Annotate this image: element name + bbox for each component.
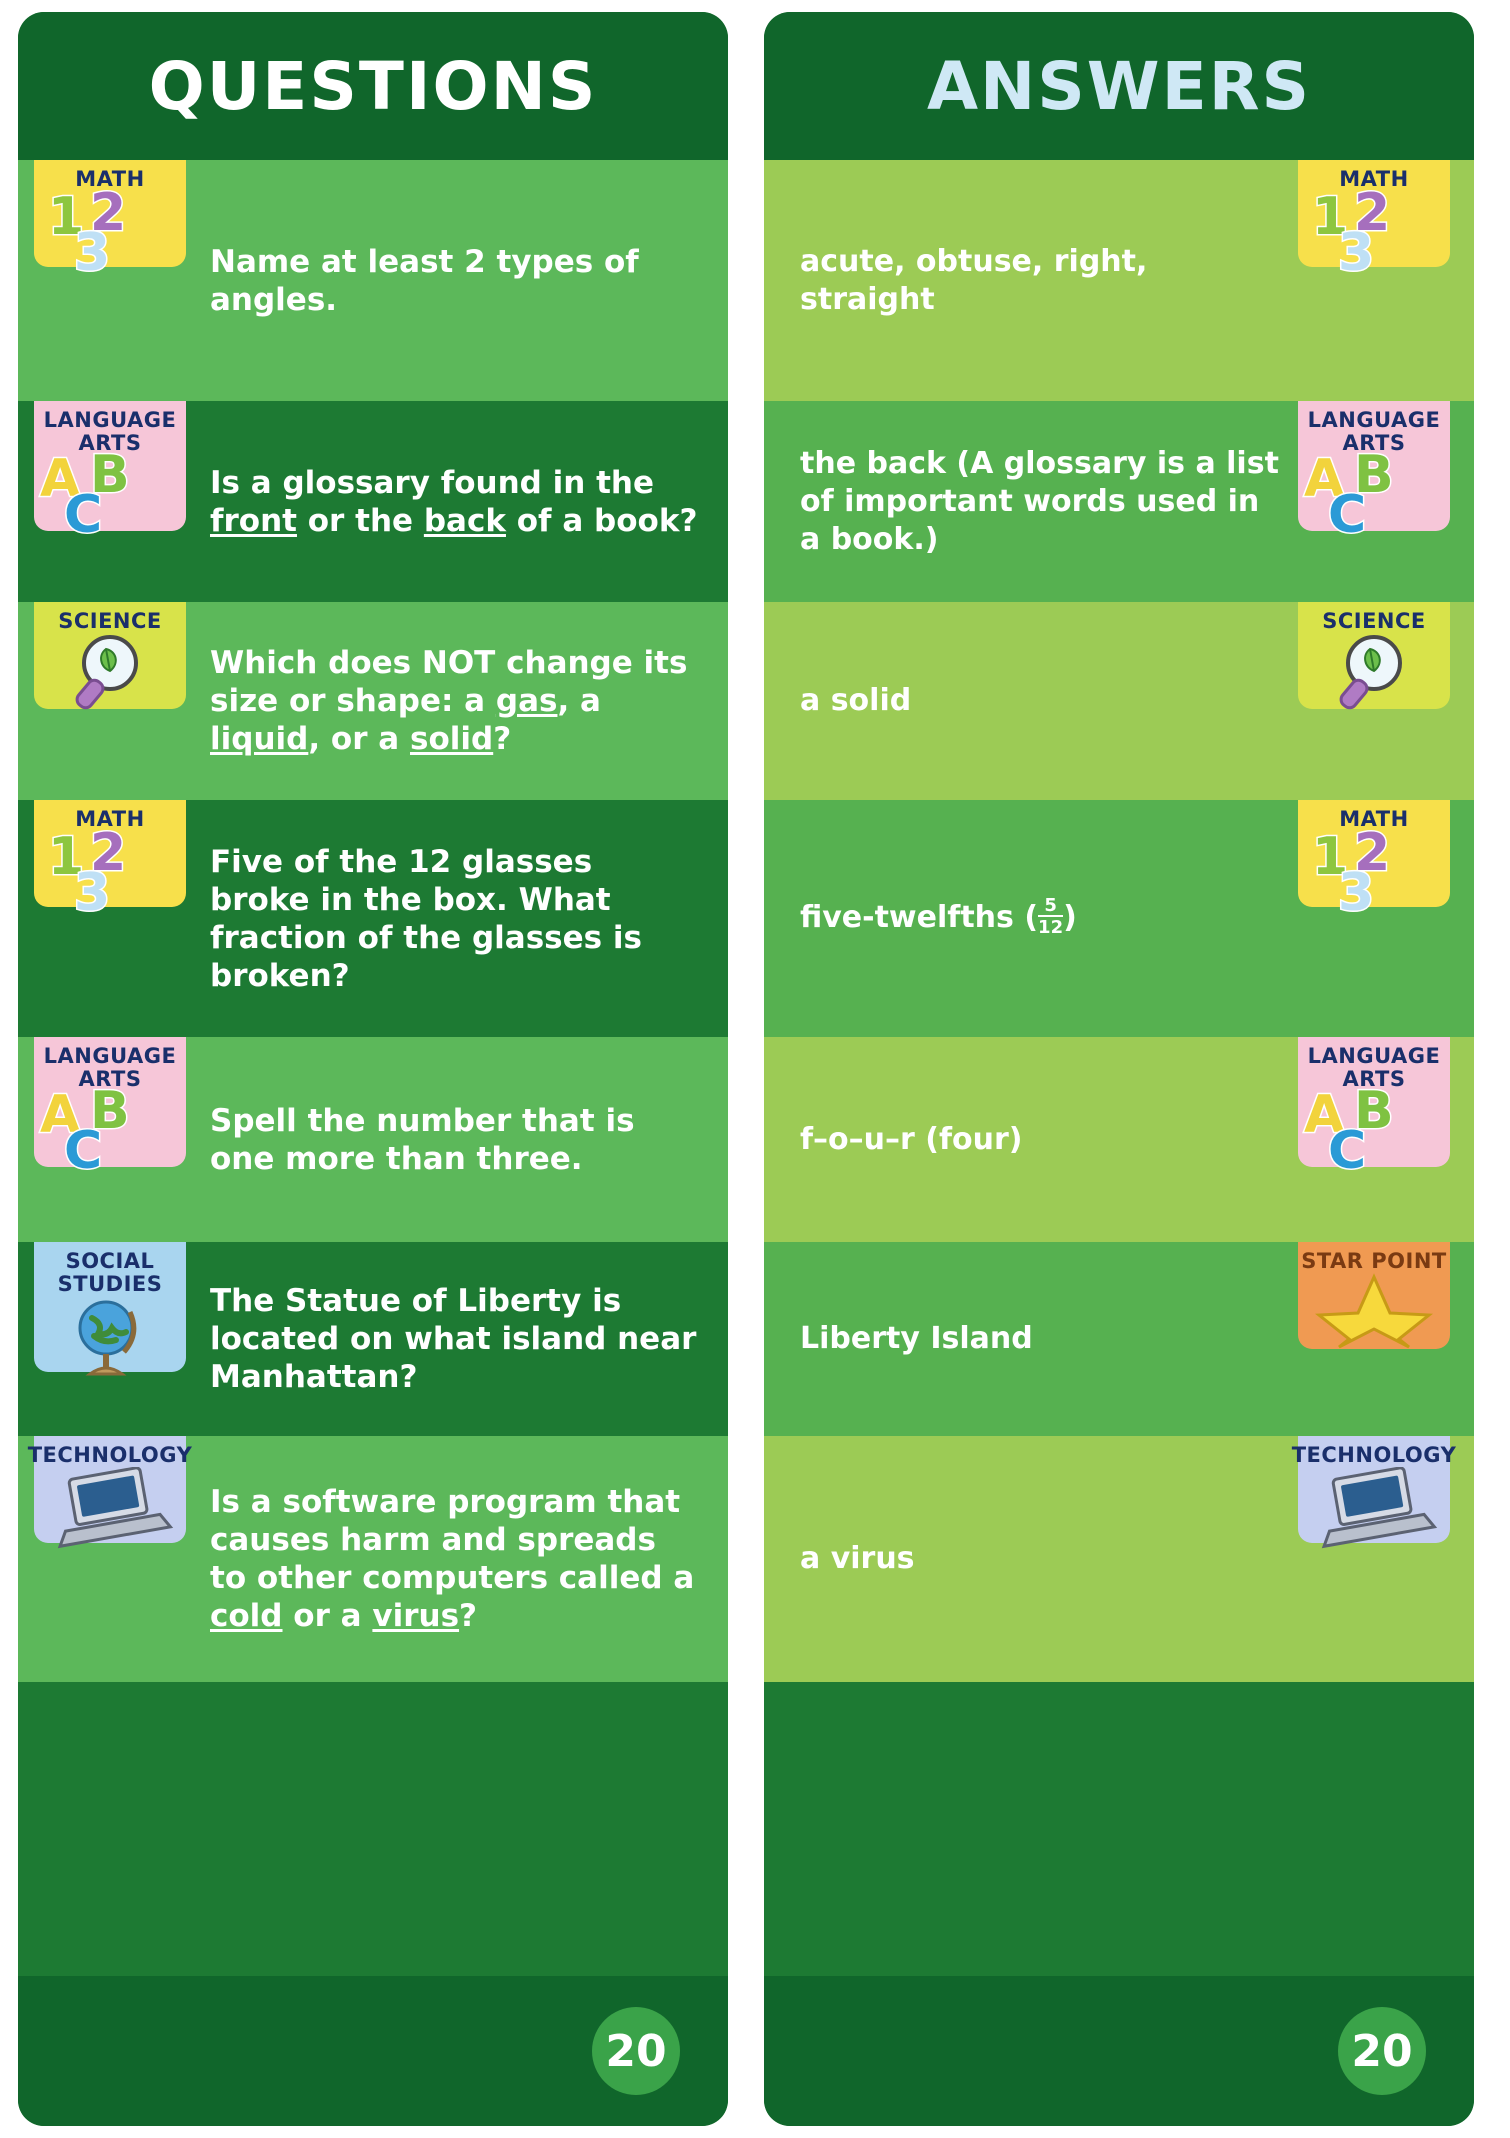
question-text: Spell the number that is one more than three.	[210, 1102, 635, 1177]
subject-tag-math	[1298, 800, 1450, 923]
answer-text: Liberty Island	[800, 1321, 1033, 1356]
question-text: Which does NOT change its size or shape: a gas, a liquid, or a solid?	[210, 645, 688, 757]
subject-tag-label: LANGUAGE ARTS	[43, 1044, 177, 1091]
answers-header	[764, 12, 1474, 160]
subject-tag-label: LANGUAGE ARTS	[1307, 408, 1441, 455]
subject-tag-label: TECHNOLOGY	[27, 1443, 193, 1467]
question-text: Is a software program that causes harm and spreads to other computers called a cold or a virus?	[210, 1484, 695, 1634]
question-row	[18, 401, 728, 602]
letters-abc-icon: A B C	[1304, 1081, 1394, 1181]
subject-tag-science	[34, 602, 186, 709]
answer-row	[764, 160, 1474, 401]
letters-abc-icon: A B C	[40, 1081, 130, 1181]
subject-tag-label: SCIENCE	[58, 609, 162, 633]
globe-icon	[34, 1296, 186, 1372]
questions-header	[18, 12, 728, 160]
subject-tag-language-arts	[1298, 1037, 1450, 1181]
answer-row	[764, 1037, 1474, 1242]
subject-tag-social-studies	[34, 1242, 186, 1372]
questions-card	[18, 12, 728, 2126]
answer-text: a solid	[800, 683, 912, 718]
subject-tag-math	[34, 800, 186, 923]
question-row	[18, 160, 728, 401]
subject-tag-math	[34, 160, 186, 283]
subject-tag-label: LANGUAGE ARTS	[1307, 1044, 1441, 1091]
subject-tag-star-point	[1298, 1242, 1450, 1349]
subject-tag-label: MATH	[75, 807, 145, 831]
answer-row	[764, 800, 1474, 1037]
subject-tag-technology	[27, 1436, 193, 1543]
laptop-icon	[34, 1467, 186, 1543]
numbers-123-icon: 1 2 3	[1312, 183, 1391, 283]
page-number-badge: 20	[592, 2007, 680, 2095]
subject-tag-label: TECHNOLOGY	[1291, 1443, 1457, 1467]
subject-tag-label: MATH	[75, 167, 145, 191]
answer-row	[764, 1242, 1474, 1436]
question-row	[18, 602, 728, 800]
subject-tag-science	[1298, 602, 1450, 709]
subject-tag-label: SCIENCE	[1322, 609, 1426, 633]
subject-tag-label: STAR POINT	[1301, 1249, 1447, 1273]
numbers-123-icon: 1 2 3	[1312, 823, 1391, 923]
question-row	[18, 1436, 728, 1682]
subject-tag-label: MATH	[1339, 167, 1409, 191]
answer-text: a virus	[800, 1541, 915, 1576]
answer-row	[764, 401, 1474, 602]
answers-rows	[764, 160, 1474, 1976]
question-text: Is a glossary found in the front or the back of a book?	[210, 464, 698, 539]
question-text: Name at least 2 types of angles.	[210, 243, 639, 318]
magnifying-glass-leaf-icon	[1298, 633, 1450, 709]
subject-tag-language-arts	[34, 401, 186, 545]
answer-row	[764, 1436, 1474, 1682]
laptop-icon	[1298, 1467, 1450, 1543]
question-text: The Statue of Liberty is located on what island near Manhattan?	[210, 1283, 697, 1395]
questions-footer	[18, 1976, 728, 2126]
letters-abc-icon: A B C	[40, 445, 130, 545]
answers-footer	[764, 1976, 1474, 2126]
answer-row	[764, 602, 1474, 800]
subject-tag-label: SOCIAL STUDIES	[57, 1249, 163, 1296]
questions-rows	[18, 160, 728, 1976]
answers-card	[764, 12, 1474, 2126]
question-row	[18, 1242, 728, 1436]
question-row	[18, 800, 728, 1037]
magnifying-glass-leaf-icon	[34, 633, 186, 709]
numbers-123-icon: 1 2 3	[48, 183, 127, 283]
subject-tag-language-arts	[1298, 401, 1450, 545]
question-text: Five of the 12 glasses broke in the box. What fraction of the glasses is broken?	[210, 843, 642, 994]
page-number-badge: 20	[1338, 2007, 1426, 2095]
subject-tag-language-arts	[34, 1037, 186, 1181]
answer-text: the back (A glossary is a list of important words used in a book.)	[800, 445, 1279, 557]
answer-text: f–o–u–r (four)	[800, 1121, 1023, 1157]
answer-text: five-twelfths ( $\frac{5}{12}$ )	[800, 895, 1077, 938]
subject-tag-label: MATH	[1339, 807, 1409, 831]
answer-text: acute, obtuse, right, straight	[800, 243, 1148, 317]
subject-tag-math	[1298, 160, 1450, 283]
numbers-123-icon: 1 2 3	[48, 823, 127, 923]
subject-tag-label: LANGUAGE ARTS	[43, 408, 177, 455]
question-row	[18, 1037, 728, 1242]
star-icon	[1298, 1273, 1450, 1349]
letters-abc-icon: A B C	[1304, 445, 1394, 545]
answers-title: ANSWERS	[926, 47, 1312, 125]
subject-tag-technology	[1291, 1436, 1457, 1543]
questions-title: QUESTIONS	[148, 47, 598, 125]
